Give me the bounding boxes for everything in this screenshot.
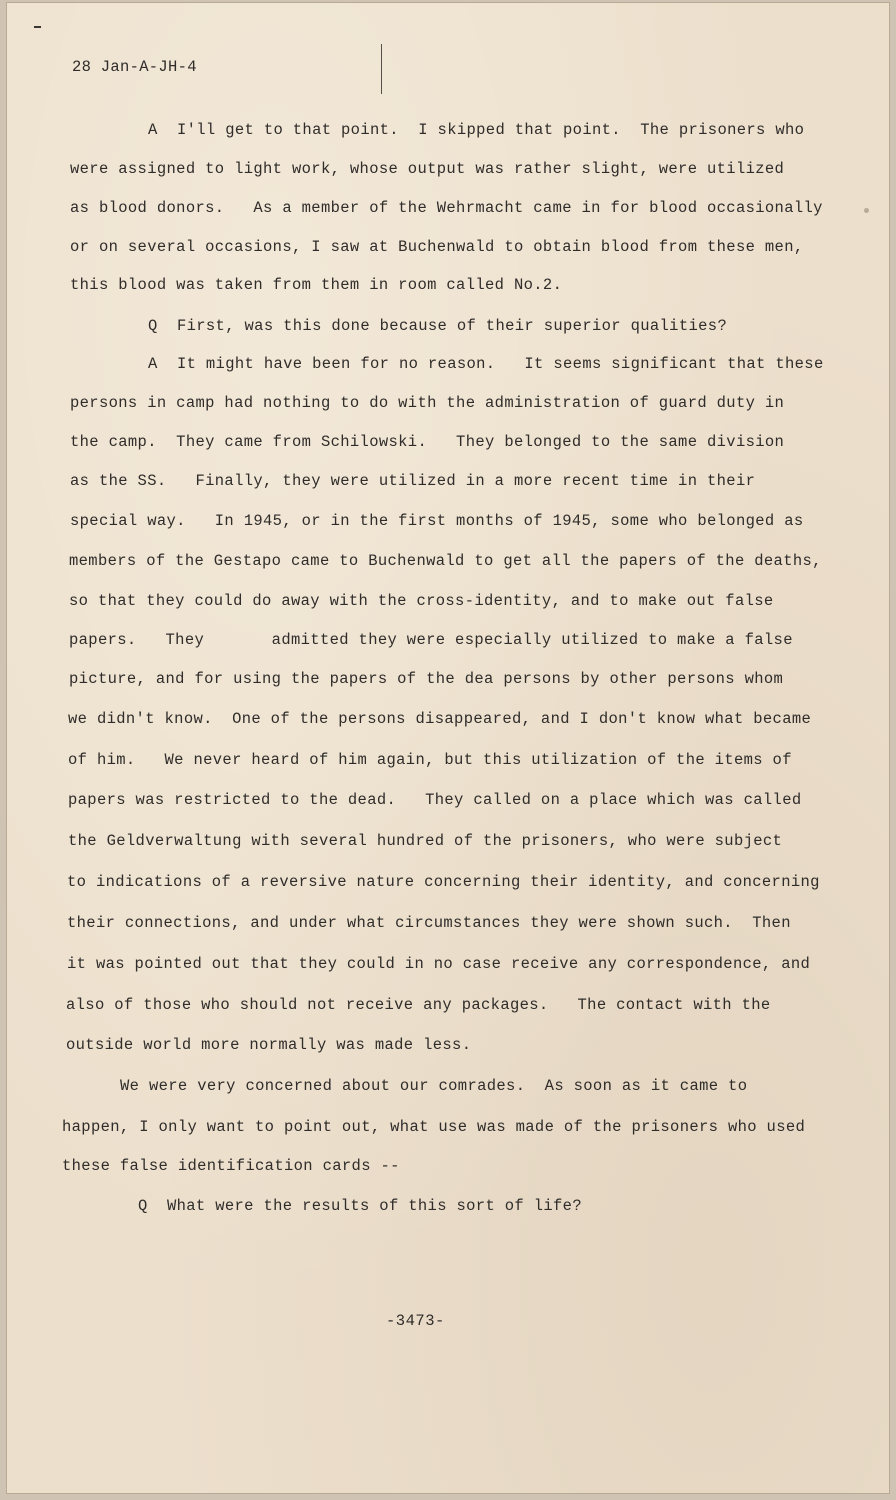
text-line: picture, and for using the papers of the dea persons by other persons whom — [69, 670, 784, 688]
text-line: so that they could do away with the cross-identity, and to make out false — [69, 592, 774, 610]
text-line: or on several occasions, I saw at Buchenwald to obtain blood from these men, — [70, 238, 804, 256]
text-line: special way. In 1945, or in the first months of 1945, some who belonged as — [70, 512, 804, 530]
text-line: Q First, was this done because of their superior qualities? — [148, 317, 728, 335]
text-line: happen, I only want to point out, what use was made of the prisoners who used — [62, 1118, 806, 1136]
corner-mark — [34, 26, 41, 28]
text-line: this blood was taken from them in room called No.2. — [70, 276, 563, 294]
text-line: members of the Gestapo came to Buchenwald to get all the papers of the deaths, — [69, 552, 822, 570]
text-line: the Geldverwaltung with several hundred of the prisoners, who were subject — [68, 832, 783, 850]
page-number: -3473- — [386, 1312, 445, 1330]
text-line: as the SS. Finally, they were utilized in a more recent time in their — [70, 472, 756, 490]
text-line: persons in camp had nothing to do with the administration of guard duty in — [70, 394, 785, 412]
text-line: We were very concerned about our comrades. As soon as it came to — [120, 1077, 748, 1095]
text-line: as blood donors. As a member of the Wehrmacht came in for blood occasionally — [70, 199, 823, 217]
paper-blemish — [864, 208, 869, 213]
text-line: A It might have been for no reason. It seems significant that these — [148, 355, 824, 373]
text-line: papers. They admitted they were especially utilized to make a false — [69, 631, 793, 649]
text-line: their connections, and under what circumstances they were shown such. Then — [67, 914, 791, 932]
text-line: also of those who should not receive any packages. The contact with the — [66, 996, 771, 1014]
text-line: the camp. They came from Schilowski. They belonged to the same division — [70, 433, 785, 451]
text-line: Q What were the results of this sort of life? — [138, 1197, 582, 1215]
text-line: were assigned to light work, whose output was rather slight, were utilized — [70, 160, 785, 178]
document-reference: 28 Jan-A-JH-4 — [72, 58, 197, 76]
text-line: it was pointed out that they could in no case receive any correspondence, and — [67, 955, 811, 973]
text-line: outside world more normally was made less. — [66, 1036, 472, 1054]
text-line: of him. We never heard of him again, but this utilization of the items of — [68, 751, 792, 769]
text-line: these false identification cards -- — [62, 1157, 400, 1175]
text-line: papers was restricted to the dead. They called on a place which was called — [68, 791, 802, 809]
document-page — [6, 2, 890, 1494]
text-line: to indications of a reversive nature concerning their identity, and concerning — [67, 873, 820, 891]
text-line: A I'll get to that point. I skipped that point. The prisoners who — [148, 121, 805, 139]
binding-mark — [381, 44, 382, 94]
text-line: we didn't know. One of the persons disappeared, and I don't know what became — [68, 710, 812, 728]
